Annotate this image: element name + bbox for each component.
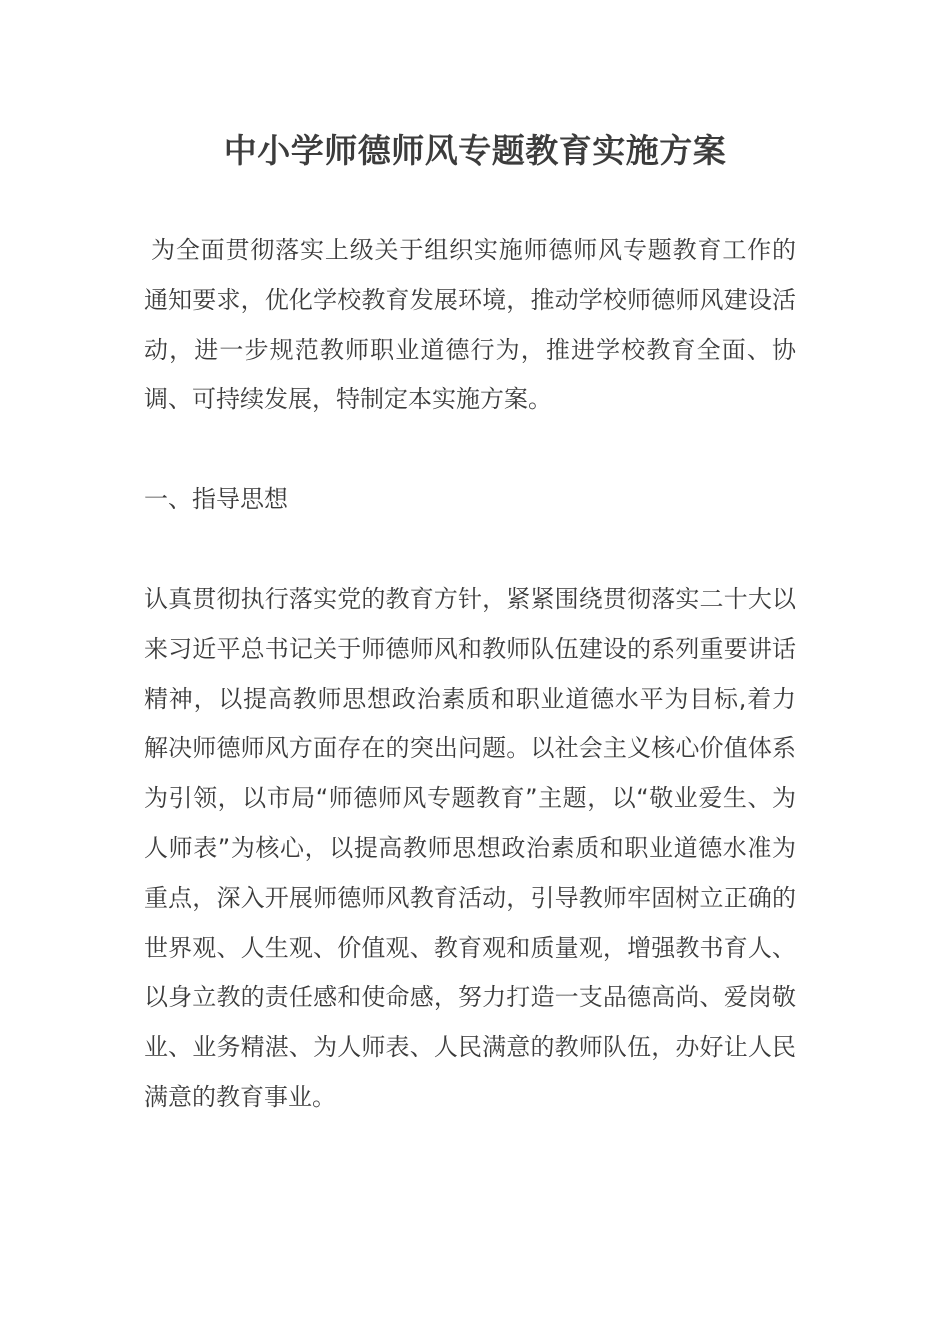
- document-title: 中小学师德师风专题教育实施方案: [223, 131, 727, 170]
- intro-text: 为全面贯彻落实上级关于组织实施师德师风专题教育工作的通知要求，优化学校教育发展环境，推动学校师德师风建设活动，进一步规范教师职业道德行为，推进学校教育全面、协调、可持续发展，特制定本实施方案。: [144, 236, 796, 414]
- intro-paragraph: [144, 226, 796, 425]
- section-body-guiding-ideology: 认真贯彻执行落实党的教育方针，紧紧围绕贯彻落实二十大以来习近平总书记关于师德师风和教师队伍建设的系列重要讲话精神，以提高教师思想政治素质和职业道德水平为目标,着力解决师德师风方面存在的突出问题。以社会主义核心价值体系为引领，以市局“师德师风专题教育”主题，以“敬业爱生、为人师表”为核心，以提高教师思想政治素质和职业道德水准为重点，深入开展师德师风教育活动，引导教师牢固树立正确的世界观、人生观、价值观、教育观和质量观，增强教书育人、以身立教的责任感和使命感，努力打造一支品德高尚、爱岗敬业、业务精湛、为人师表、人民满意的教师队伍，办好让人民满意的教育事业。: [144, 585, 796, 1111]
- section-heading-guiding-ideology: 一、指导思想: [144, 485, 288, 513]
